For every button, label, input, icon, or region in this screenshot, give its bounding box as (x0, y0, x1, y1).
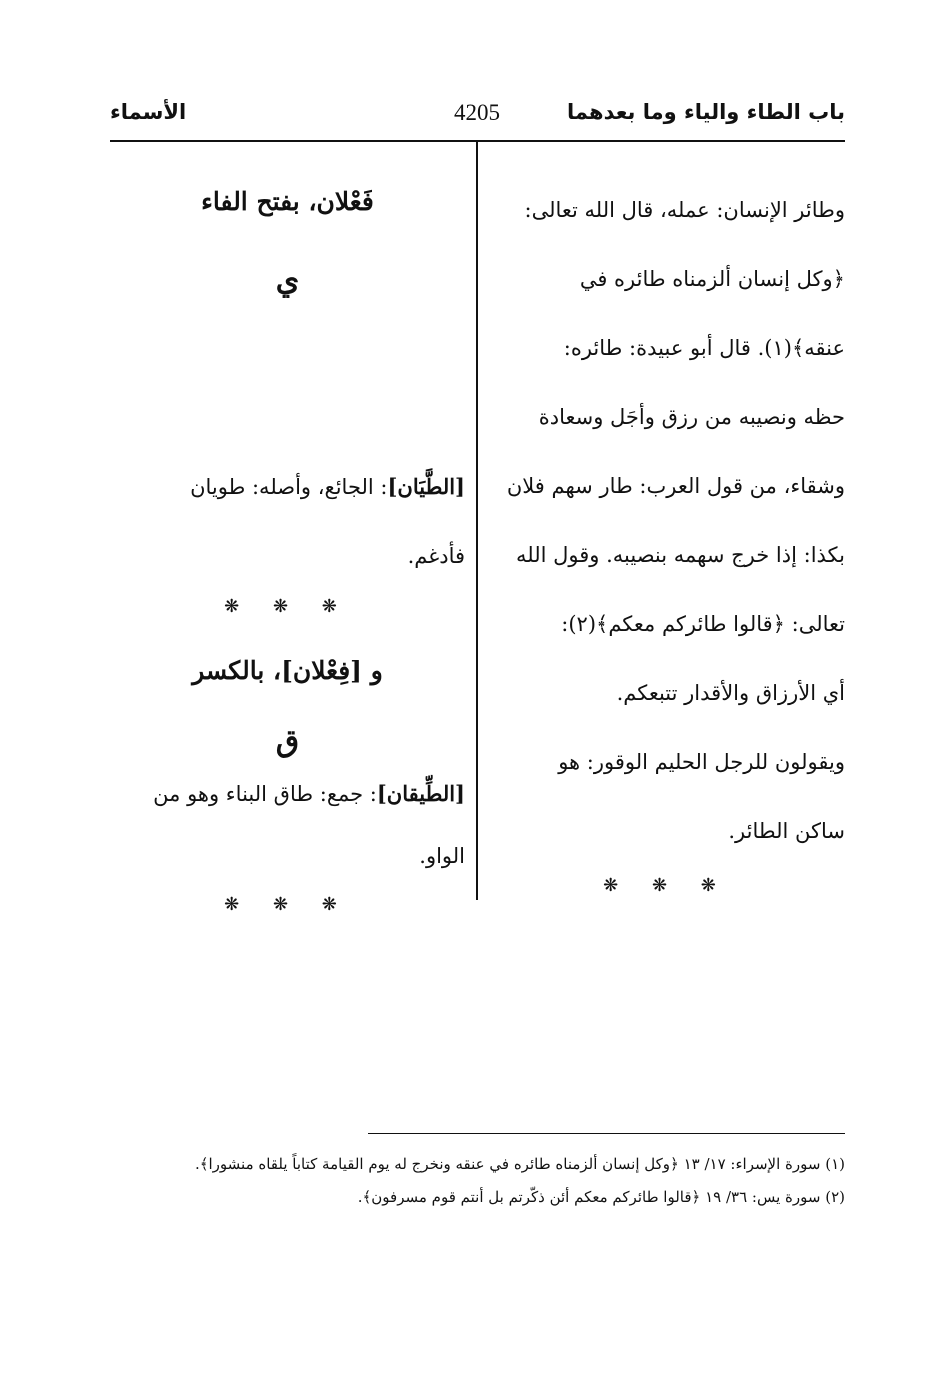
text-line: ويقولون للرجل الحليم الوقور: هو (558, 750, 845, 774)
section-separator: ❋ ❋ ❋ (224, 596, 351, 617)
entry-line: الواو. (419, 844, 465, 868)
pattern-heading: و [فِعْلان]، بالكسر (192, 656, 383, 685)
page-header (110, 92, 845, 142)
text-line: أي الأرزاق والأقدار تتبعكم. (616, 681, 845, 705)
section-separator: ❋ ❋ ❋ (224, 894, 351, 915)
text-line: ساكن الطائر. (728, 819, 845, 843)
footnote-rule (368, 1133, 845, 1134)
right-column (488, 176, 845, 906)
letter-heading: ق (275, 724, 300, 759)
section-separator: ❋ ❋ ❋ (603, 875, 730, 896)
entry-line: فأدغم. (407, 544, 465, 568)
entry-term: [الطَّيَان] (387, 474, 465, 499)
footnote: (١) سورة الإسراء: ١٧/ ١٣ ﴿وكل إنسان ألزمناه طائره في عنقه ونخرج له يوم القيامة كتاباً يلقاه منشورا﴾. (194, 1155, 845, 1173)
footnotes (110, 1148, 845, 1214)
spacer (110, 310, 465, 470)
entry-definition: : جمع: طاق البناء وهو من (153, 782, 377, 806)
pattern-heading: فَعْلان، بفتح الفاء (201, 187, 374, 216)
letter-heading: ي (275, 263, 300, 298)
column-divider (476, 140, 478, 900)
left-column (110, 176, 465, 925)
text-line: حظه ونصيبه من رزق وأجَل وسعادة (538, 405, 845, 429)
text-line: ﴿وكل إنسان ألزمناه طائره في (579, 267, 845, 291)
text-line: عنقه﴾(١). قال أبو عبيدة: طائره: (563, 336, 845, 360)
text-line: تعالى: ﴿قالوا طائركم معكم﴾(٢): (561, 612, 845, 636)
chapter-title: باب الطاء والياء وما بعدهما (567, 100, 845, 124)
entry-term: [الطِّيقان] (376, 781, 465, 806)
text-line: بكذا: إذا خرج سهمه بنصيبه. وقول الله (516, 543, 845, 567)
entry-line (110, 470, 465, 504)
footnote: (٢) سورة يس: ٣٦/ ١٩ ﴿قالوا طائركم معكم أئن ذكّرتم بل أنتم قوم مسرفون﴾. (357, 1188, 845, 1206)
entry-definition: : الجائع، وأصله: طويان (190, 475, 388, 499)
section-title: الأسماء (110, 100, 187, 124)
text-line: وطائر الإنسان: عمله، قال الله تعالى: (524, 198, 845, 222)
entry-line (110, 777, 465, 811)
text-line: وشقاء، من قول العرب: طار سهم فلان (506, 474, 845, 498)
page-number: 4205 (454, 100, 500, 125)
